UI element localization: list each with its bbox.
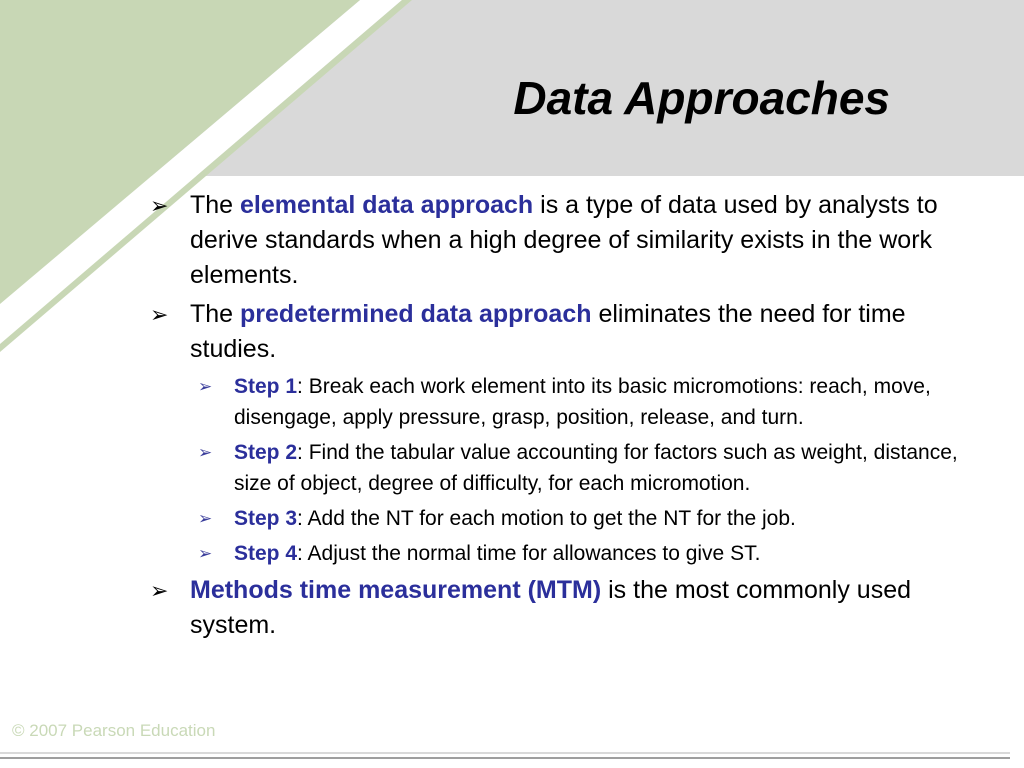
bullet-highlight: Methods time measurement (MTM) [190,576,602,604]
step-text: : Adjust the normal time for allowances to give ST. [297,542,761,565]
bullet-prefix: The [190,300,241,328]
arrow-bullet-icon: ➢ [150,302,169,327]
arrow-bullet-icon: ➢ [198,509,213,528]
bullet-suffix: is the most commonly used system. [190,576,912,639]
bullet-predetermined [150,297,990,367]
arrow-bullet-icon: ➢ [198,544,213,563]
bullet-highlight: elemental data approach [240,191,534,219]
arrow-bullet-icon: ➢ [150,193,169,218]
bullet-prefix: The [190,191,241,219]
bullet-suffix: eliminates the need for time studies. [190,300,906,363]
step-label: Step 4 [234,542,298,565]
arrow-bullet-icon: ➢ [198,377,213,396]
arrow-bullet-icon: ➢ [150,578,169,603]
step-label: Step 1 [234,375,298,398]
step-text: : Break each work element into its basic micromotions: reach, move, disengage, apply pressure, grasp, position, release, and turn. [234,375,931,429]
bullet-suffix: is a type of data used by analysts to derive standards when a high degree of similarity exists in the work elements. [190,191,938,289]
step-2 [195,437,990,499]
bottom-rule-1 [0,752,1010,754]
step-label: Step 3 [234,507,298,530]
bullet-mtm [150,573,990,643]
step-label: Step 2 [234,441,298,464]
bullet-highlight: predetermined data approach [240,300,592,328]
copyright-footer: © 2007 Pearson Education [12,721,216,740]
arrow-bullet-icon: ➢ [198,443,213,462]
step-text: : Find the tabular value accounting for factors such as weight, distance, size of object, degree of difficulty, for each micromotion. [234,441,958,495]
step-3 [195,503,990,534]
bullet-list [150,188,990,647]
step-text: : Add the NT for each motion to get the NT for the job. [297,507,796,530]
step-1 [195,371,990,433]
bullet-elemental [150,188,990,293]
step-4 [195,538,990,569]
slide-title: Data Approaches [513,72,890,124]
bottom-rule-2 [0,757,1010,759]
